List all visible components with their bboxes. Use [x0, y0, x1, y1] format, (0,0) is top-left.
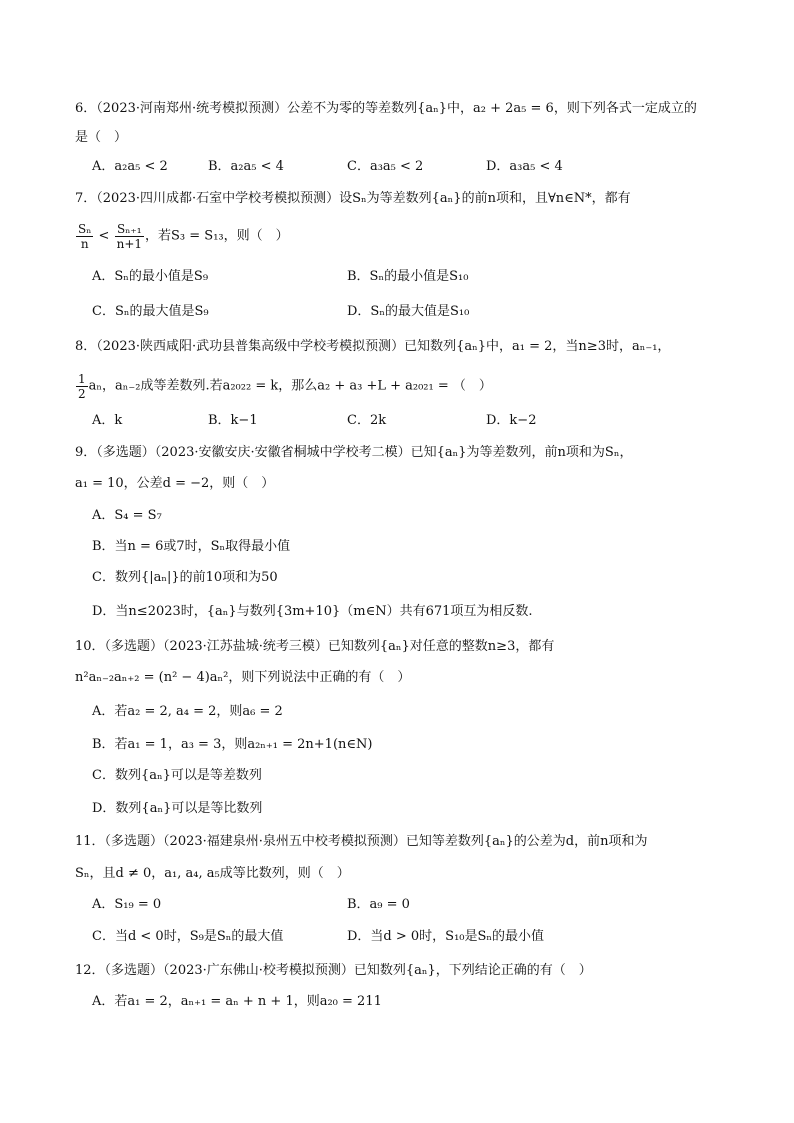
q11-option-d: D．当d > 0时，S₁₀是Sₙ的最小值 [347, 929, 545, 944]
q9-stem-line2: a₁ = 10，公差d = −2，则（ ） [75, 476, 275, 491]
q8-option-b: B．k−1 [208, 413, 258, 428]
q7-stem-line1: 7．（2023·四川成都·石室中学校考模拟预测）设Sₙ为等差数列{aₙ}的前n项和，且∀n∈N*，都有 [75, 191, 631, 206]
q7-option-d: D．Sₙ的最大值是S₁₀ [347, 304, 470, 319]
q8-fraction-half: $\frac{1}{2}$ [78, 372, 86, 401]
q10-option-a: A．若a₂ = 2, a₄ = 2，则a₆ = 2 [92, 704, 283, 719]
q8-option-c: C．2k [347, 413, 387, 428]
q11-option-a: A．S₁₉ = 0 [92, 897, 162, 912]
q8-option-d: D．k−2 [486, 413, 537, 428]
q9-stem-line1: 9．（多选题）（2023·安徽安庆·安徽省桐城中学校考二模）已知{aₙ}为等差数列，前n项和为Sₙ， [75, 445, 633, 460]
q7-stem-line2-tail: ，若S₃ = S₁₃，则（ ） [145, 228, 289, 244]
q7-fraction-left: $\frac{\text{Sₙ}}{n}$ [78, 222, 92, 251]
q6-option-d: D．a₃a₅ < 4 [486, 159, 563, 174]
q7-option-b: B．Sₙ的最小值是S₁₀ [347, 269, 469, 284]
q10-option-c: C．数列{aₙ}可以是等差数列 [92, 768, 262, 783]
q8-option-a: A．k [92, 413, 123, 428]
q6-option-b: B．a₂a₅ < 4 [208, 159, 284, 174]
q6-stem-line2: 是（ ） [75, 130, 128, 145]
q8-stem-line1: 8．（2023·陕西咸阳·武功县普集高级中学校考模拟预测）已知数列{aₙ}中，a₁ = 2，当n≥3时，aₙ₋₁， [75, 339, 671, 354]
q9-option-b: B．当n = 6或7时，Sₙ取得最小值 [92, 539, 291, 554]
q9-option-a: A．S₄ = S₇ [92, 508, 162, 523]
q11-option-c: C．当d < 0时，S₉是Sₙ的最大值 [92, 929, 284, 944]
q9-option-c: C．数列{|aₙ|}的前10项和为50 [92, 570, 278, 585]
q7-option-a: A．Sₙ的最小值是S₉ [92, 269, 209, 284]
q10-option-d: D．数列{aₙ}可以是等比数列 [92, 801, 263, 816]
q10-stem-line1: 10．（多选题）（2023·江苏盐城·统考三模）已知数列{aₙ}对任意的整数n≥3，都有 [75, 639, 555, 654]
q8-stem-line2-tail: aₙ，aₙ₋₂成等差数列.若a₂₀₂₂ = k，那么a₂ + a₃ +L + a₂₀₂₁ = （ ） [88, 378, 492, 394]
q7-stem-line2: $\frac{\text{Sₙ}}{n}$ < $\frac{\text{Sₙ₊₁}}{n+1}$ ，若S₃ = S₁₃，则（ ） [78, 222, 289, 251]
q11-option-b: B．a₉ = 0 [347, 897, 410, 912]
q12-option-a: A．若a₁ = 2，aₙ₊₁ = aₙ + n + 1，则a₂₀ = 211 [92, 994, 382, 1009]
q7-option-c: C．Sₙ的最大值是S₉ [92, 304, 209, 319]
q10-stem-line2: n²aₙ₋₂aₙ₊₂ = (n² − 4)aₙ²，则下列说法中正确的有（ ） [75, 670, 411, 685]
q11-stem-line2: Sₙ，且d ≠ 0，a₁, a₄, a₅成等比数列，则（ ） [75, 866, 350, 881]
q6-stem-line1: 6．（2023·河南郑州·统考模拟预测）公差不为零的等差数列{aₙ}中，a₂ + 2a₅ = 6，则下列各式一定成立的 [75, 101, 697, 116]
q6-option-c: C．a₃a₅ < 2 [347, 159, 424, 174]
q12-stem-line1: 12．（多选题）（2023·广东佛山·校考模拟预测）已知数列{aₙ}，下列结论正确的有（ ） [75, 963, 592, 978]
q8-stem-line2 [75, 372, 492, 401]
q10-option-b: B．若a₁ = 1，a₃ = 3，则a₂ₙ₊₁ = 2n+1(n∈N) [92, 737, 373, 752]
q7-fraction-right: $\frac{\text{Sₙ₊₁}}{n+1}$ [116, 222, 143, 251]
q6-option-a: A．a₂a₅ < 2 [92, 159, 168, 174]
q9-option-d: D．当n≤2023时，{aₙ}与数列{3m+10}（m∈N）共有671项互为相反数. [92, 604, 533, 619]
q11-stem-line1: 11．（多选题）（2023·福建泉州·泉州五中校考模拟预测）已知等差数列{aₙ}的公差为d，前n项和为 [75, 834, 648, 849]
